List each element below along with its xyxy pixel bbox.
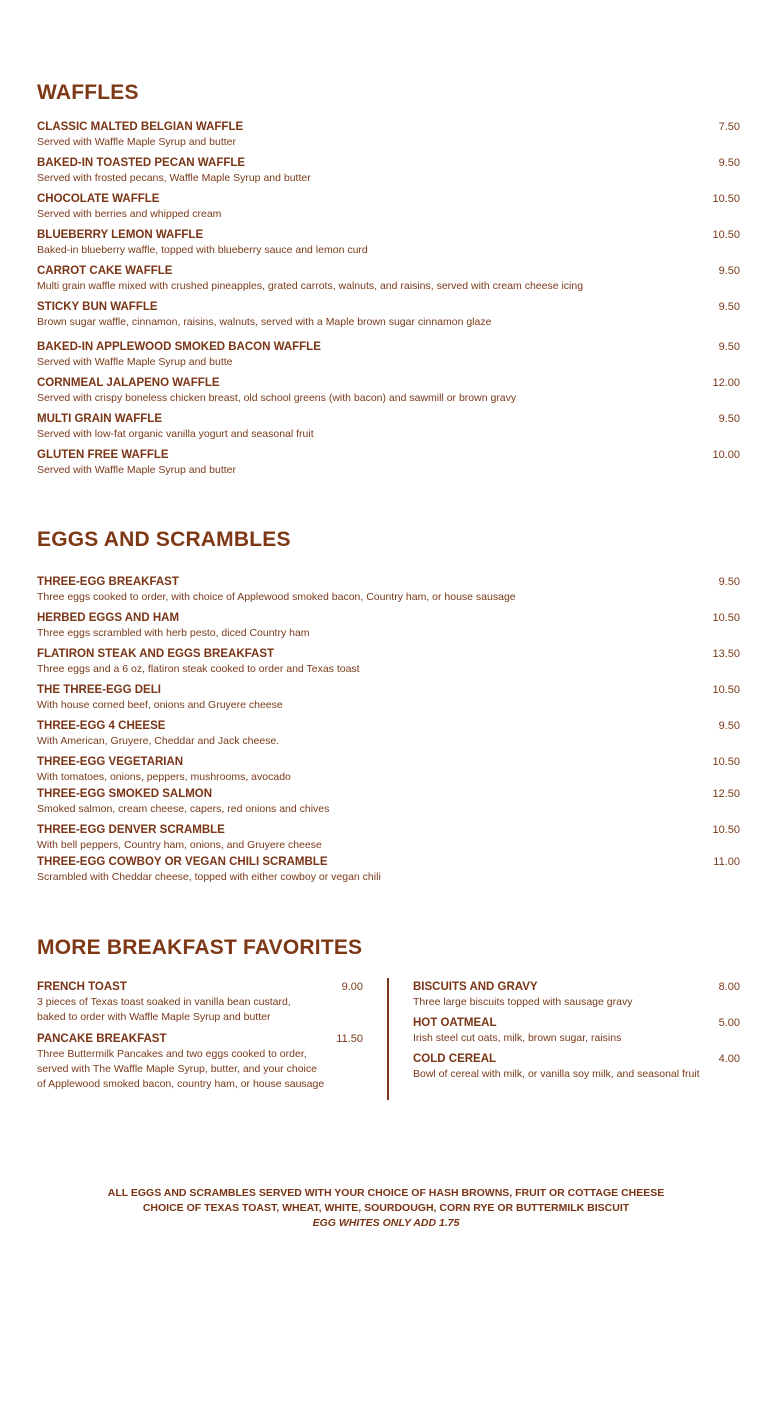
footer-toast-note: CHOICE OF TEXAS TOAST, WHEAT, WHITE, SOURDOUGH, CORN RYE OR BUTTERMILK BISCUIT (142, 1202, 630, 1214)
footer-egg-whites-note: EGG WHITES ONLY ADD 1.75 (312, 1217, 460, 1229)
item-desc: 3 pieces of Texas toast soaked in vanilla bean custard, (37, 996, 291, 1008)
item-price: 9.50 (718, 576, 740, 588)
item-price: 5.00 (718, 1017, 740, 1029)
item-price: 10.50 (712, 193, 740, 205)
item-desc: Bowl of cereal with milk, or vanilla soy milk, and seasonal fruit (413, 1068, 700, 1080)
item-price: 9.50 (718, 301, 740, 313)
item-name: MULTI GRAIN WAFFLE (37, 413, 162, 425)
item-price: 10.50 (712, 229, 740, 241)
item-name: CORNMEAL JALAPENO WAFFLE (37, 377, 220, 389)
menu-item (37, 376, 740, 412)
item-desc: With house corned beef, onions and Gruyere cheese (37, 699, 283, 711)
eggs-title: EGGS AND SCRAMBLES (37, 528, 291, 551)
menu-item (37, 855, 740, 891)
item-desc: Three eggs scrambled with herb pesto, diced Country ham (37, 627, 310, 639)
menu-item (37, 448, 740, 484)
item-price: 12.00 (712, 377, 740, 389)
eggs-list (37, 575, 740, 891)
item-price: 9.50 (718, 341, 740, 353)
item-price: 10.50 (712, 824, 740, 836)
item-name: THREE-EGG BREAKFAST (37, 576, 179, 588)
menu-item (37, 647, 740, 683)
item-price: 9.50 (718, 720, 740, 732)
item-desc: With tomatoes, onions, peppers, mushrooms, avocado (37, 771, 291, 783)
item-price: 7.50 (718, 121, 740, 133)
item-name: BAKED-IN APPLEWOOD SMOKED BACON WAFFLE (37, 341, 321, 353)
item-name: THREE-EGG DENVER SCRAMBLE (37, 824, 225, 836)
item-name: THREE-EGG COWBOY OR VEGAN CHILI SCRAMBLE (37, 856, 328, 868)
item-desc: Served with frosted pecans, Waffle Maple Syrup and butter (37, 172, 311, 184)
item-desc: of Applewood smoked bacon, country ham, or house sausage (37, 1078, 325, 1090)
menu-item (37, 575, 740, 611)
favorites-left-column (37, 980, 363, 1096)
item-price: 4.00 (718, 1053, 740, 1065)
menu-item (413, 1016, 740, 1052)
item-price: 8.00 (718, 981, 740, 993)
item-name: FRENCH TOAST (37, 981, 127, 993)
item-desc: Served with Waffle Maple Syrup and butter (37, 464, 237, 476)
favorites-right-column (413, 980, 740, 1088)
item-price: 11.00 (713, 856, 740, 868)
item-desc: Three large biscuits topped with sausage gravy (413, 996, 633, 1008)
item-desc: Served with Waffle Maple Syrup and butte (37, 356, 233, 368)
item-price: 9.50 (718, 157, 740, 169)
item-name: GLUTEN FREE WAFFLE (37, 449, 169, 461)
item-desc: Three eggs cooked to order, with choice of Applewood smoked bacon, Country ham, or house sausage (37, 591, 516, 603)
menu-item (37, 980, 363, 1032)
item-name: COLD CEREAL (413, 1053, 497, 1065)
item-name: CLASSIC MALTED BELGIAN WAFFLE (37, 121, 244, 133)
menu-item (37, 611, 740, 647)
item-desc: Brown sugar waffle, cinnamon, raisins, walnuts, served with a Maple brown sugar cinnamon glaze (37, 316, 492, 328)
menu-item (413, 980, 740, 1016)
item-name: THE THREE-EGG DELI (37, 684, 161, 696)
item-name: HERBED EGGS AND HAM (37, 612, 180, 624)
item-name: THREE-EGG SMOKED SALMON (37, 788, 213, 800)
footer-sides-note: ALL EGGS AND SCRAMBLES SERVED WITH YOUR CHOICE OF HASH BROWNS, FRUIT OR COTTAGE CHEESE (107, 1187, 665, 1199)
item-price: 11.50 (336, 1033, 363, 1045)
item-price: 9.50 (718, 413, 740, 425)
menu-item (37, 755, 740, 787)
item-desc: Scrambled with Cheddar cheese, topped with either cowboy or vegan chili (37, 871, 381, 883)
item-price: 10.50 (712, 684, 740, 696)
item-name: FLATIRON STEAK AND EGGS BREAKFAST (37, 648, 275, 660)
favorites-title: MORE BREAKFAST FAVORITES (37, 936, 363, 959)
item-desc: Multi grain waffle mixed with crushed pineapples, grated carrots, walnuts, and raisins, served with cream cheese icing (37, 280, 584, 292)
column-divider (387, 978, 389, 1100)
menu-item (413, 1052, 740, 1088)
menu-item (37, 340, 740, 376)
item-desc: Three Buttermilk Pancakes and two eggs cooked to order, (37, 1048, 307, 1060)
item-name: HOT OATMEAL (413, 1017, 497, 1029)
menu-item (37, 1032, 363, 1096)
item-price: 9.00 (341, 981, 363, 993)
item-desc: With American, Gruyere, Cheddar and Jack cheese. (37, 735, 280, 747)
item-desc: Smoked salmon, cream cheese, capers, red onions and chives (37, 803, 330, 815)
menu-item (37, 228, 740, 264)
item-price: 12.50 (712, 788, 740, 800)
item-desc: baked to order with Waffle Maple Syrup and butter (37, 1011, 271, 1023)
item-desc: Baked-in blueberry waffle, topped with blueberry sauce and lemon curd (37, 244, 368, 256)
item-desc: With bell peppers, Country ham, onions, and Gruyere cheese (37, 839, 322, 851)
item-name: CHOCOLATE WAFFLE (37, 193, 160, 205)
item-desc: Irish steel cut oats, milk, brown sugar, raisins (413, 1032, 622, 1044)
item-price: 10.00 (712, 449, 740, 461)
item-desc: Three eggs and a 6 oz, flatiron steak cooked to order and Texas toast (37, 663, 360, 675)
menu-item (37, 156, 740, 192)
item-desc: served with The Waffle Maple Syrup, butter, and your choice (37, 1063, 317, 1075)
item-desc: Served with berries and whipped cream (37, 208, 222, 220)
item-name: THREE-EGG 4 CHEESE (37, 720, 166, 732)
menu-item (37, 683, 740, 719)
menu-item (37, 300, 740, 340)
item-price: 9.50 (718, 265, 740, 277)
item-name: CARROT CAKE WAFFLE (37, 265, 173, 277)
menu-item (37, 192, 740, 228)
item-price: 10.50 (712, 612, 740, 624)
item-price: 10.50 (712, 756, 740, 768)
menu-item (37, 823, 740, 855)
item-desc: Served with crispy boneless chicken breast, old school greens (with bacon) and sawmill or brown gravy (37, 392, 517, 404)
footer-notes (0, 1186, 772, 1231)
waffles-list (37, 120, 740, 484)
item-name: BAKED-IN TOASTED PECAN WAFFLE (37, 157, 246, 169)
item-name: BLUEBERRY LEMON WAFFLE (37, 229, 204, 241)
item-name: BISCUITS AND GRAVY (413, 981, 538, 993)
item-name: THREE-EGG VEGETARIAN (37, 756, 184, 768)
item-desc: Served with Waffle Maple Syrup and butter (37, 136, 237, 148)
item-desc: Served with low-fat organic vanilla yogurt and seasonal fruit (37, 428, 314, 440)
menu-item (37, 264, 740, 300)
item-name: PANCAKE BREAKFAST (37, 1033, 167, 1045)
menu-item (37, 787, 740, 823)
menu-item (37, 412, 740, 448)
item-name: STICKY BUN WAFFLE (37, 301, 158, 313)
menu-item (37, 719, 740, 755)
item-price: 13.50 (712, 648, 740, 660)
menu-item (37, 120, 740, 156)
waffles-title: WAFFLES (37, 81, 139, 104)
